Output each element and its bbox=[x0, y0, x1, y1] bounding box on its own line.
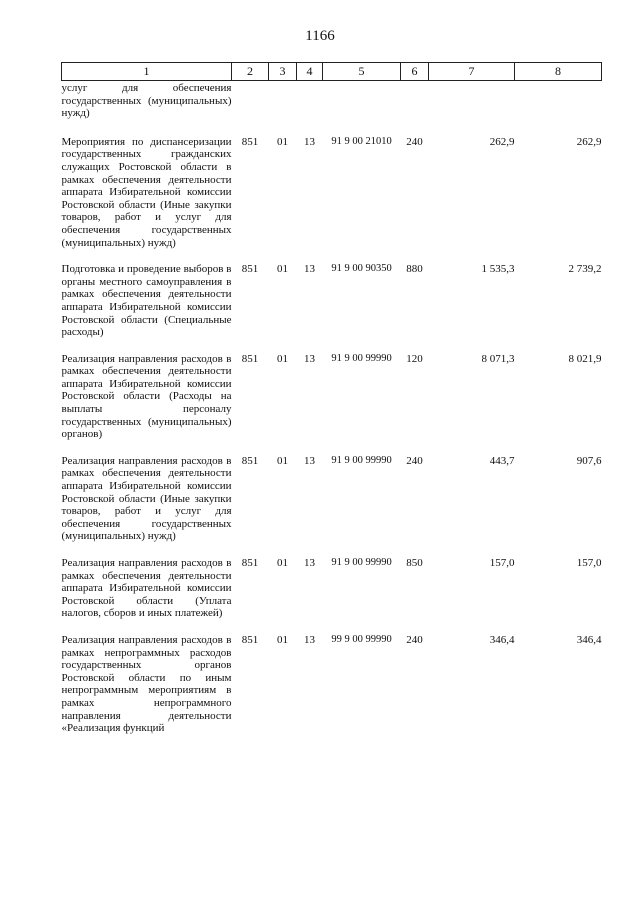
header-col-1: 1 bbox=[62, 63, 232, 81]
row-ministry-code: 851 bbox=[241, 263, 259, 276]
row-description: Реализация направления расходов в рамках непрограммных расходов государственных органов Ростовской области по иным непрограммным мероприятиям в рамках непрограммного направления деятельности «Реализация функций bbox=[61, 633, 232, 735]
row-subsection-code: 13 bbox=[304, 135, 315, 148]
row-amount-col8: 8 021,9 bbox=[568, 352, 602, 365]
table-row bbox=[62, 339, 602, 441]
table-row bbox=[62, 543, 602, 620]
row-amount-col8: 262,9 bbox=[576, 135, 602, 148]
row-subsection-code: 13 bbox=[304, 352, 315, 365]
row-subsection-code: 13 bbox=[304, 633, 315, 646]
row-ministry-code: 851 bbox=[241, 557, 259, 569]
row-expense-type: 240 bbox=[406, 135, 423, 148]
header-col-8: 8 bbox=[515, 63, 602, 81]
row-expense-type: 850 bbox=[406, 557, 423, 569]
table-row bbox=[62, 123, 602, 249]
row-amount-col7: 346,4 bbox=[489, 633, 515, 646]
row-section-code: 01 bbox=[277, 454, 288, 467]
row-ministry-code: 851 bbox=[241, 454, 259, 467]
row-amount-col8: 2 739,2 bbox=[568, 263, 602, 276]
row-amount-col8: 346,4 bbox=[576, 633, 602, 646]
row-subsection-code: 13 bbox=[304, 263, 315, 276]
row-amount-col7: 443,7 bbox=[489, 454, 515, 467]
continuation-description: услуг для обеспечения государственных (муниципальных) нужд) bbox=[61, 82, 232, 120]
row-description: Реализация направления расходов в рамках обеспечения деятельности аппарата Избирательной комиссии Ростовской области (Расходы на выплаты персоналу государственных (муниципальных) органов) bbox=[61, 352, 232, 441]
row-subsection-code: 13 bbox=[304, 454, 315, 467]
row-section-code: 01 bbox=[277, 352, 288, 365]
row-target-article: 91 9 00 21010 bbox=[331, 135, 392, 147]
row-section-code: 01 bbox=[277, 135, 288, 148]
row-amount-col7: 157,0 bbox=[489, 557, 515, 569]
row-description: Мероприятия по диспансеризации государственных гражданских служащих Ростовской области в рамках обеспечения деятельности аппарата Избирательной комиссии Ростовской области (Иные закупки товаров, работ и услуг для обеспечения государственных (муниципальных) нужд) bbox=[61, 135, 232, 249]
row-expense-type: 240 bbox=[406, 633, 423, 646]
row-description: Подготовка и проведение выборов в органы местного самоуправления в рамках обеспечения деятельности аппарата Избирательной комиссии Ростовской области (Специальные расходы) bbox=[61, 263, 232, 339]
row-subsection-code: 13 bbox=[304, 557, 315, 569]
continuation-row bbox=[62, 81, 602, 123]
row-target-article: 91 9 00 99990 bbox=[331, 557, 392, 568]
row-target-article: 91 9 00 99990 bbox=[331, 352, 392, 364]
row-expense-type: 880 bbox=[406, 263, 423, 276]
row-ministry-code: 851 bbox=[241, 633, 259, 646]
budget-table bbox=[61, 62, 602, 735]
row-target-article: 91 9 00 90350 bbox=[331, 263, 392, 275]
row-section-code: 01 bbox=[277, 633, 288, 646]
header-col-7: 7 bbox=[429, 63, 515, 81]
row-section-code: 01 bbox=[277, 557, 288, 569]
table-row bbox=[62, 441, 602, 543]
row-section-code: 01 bbox=[277, 263, 288, 276]
row-expense-type: 120 bbox=[406, 352, 423, 365]
row-amount-col7: 8 071,3 bbox=[481, 352, 515, 365]
header-col-5: 5 bbox=[323, 63, 401, 81]
row-amount-col8: 907,6 bbox=[576, 454, 602, 467]
header-col-6: 6 bbox=[401, 63, 429, 81]
row-description: Реализация направления расходов в рамках обеспечения деятельности аппарата Избирательной комиссии Ростовской области (Иные закупки товаров, работ и услуг для обеспечения государственных (муниципальных) нужд) bbox=[61, 454, 232, 543]
row-amount-col7: 262,9 bbox=[489, 135, 515, 148]
row-target-article: 99 9 00 99990 bbox=[331, 633, 392, 645]
table-row bbox=[62, 620, 602, 735]
row-expense-type: 240 bbox=[406, 454, 423, 467]
row-target-article: 91 9 00 99990 bbox=[331, 454, 392, 466]
row-amount-col7: 1 535,3 bbox=[481, 263, 515, 276]
row-description: Реализация направления расходов в рамках обеспечения деятельности аппарата Избирательной комиссии Ростовской области (Уплата налогов, сборов и иных платежей) bbox=[61, 557, 232, 620]
header-row bbox=[62, 63, 602, 81]
page-number: 1166 bbox=[305, 28, 335, 44]
header-col-3: 3 bbox=[269, 63, 297, 81]
header-col-2: 2 bbox=[232, 63, 269, 81]
row-ministry-code: 851 bbox=[241, 135, 259, 148]
header-col-4: 4 bbox=[297, 63, 323, 81]
row-amount-col8: 157,0 bbox=[576, 557, 602, 569]
row-ministry-code: 851 bbox=[241, 352, 259, 365]
table-row bbox=[62, 249, 602, 339]
